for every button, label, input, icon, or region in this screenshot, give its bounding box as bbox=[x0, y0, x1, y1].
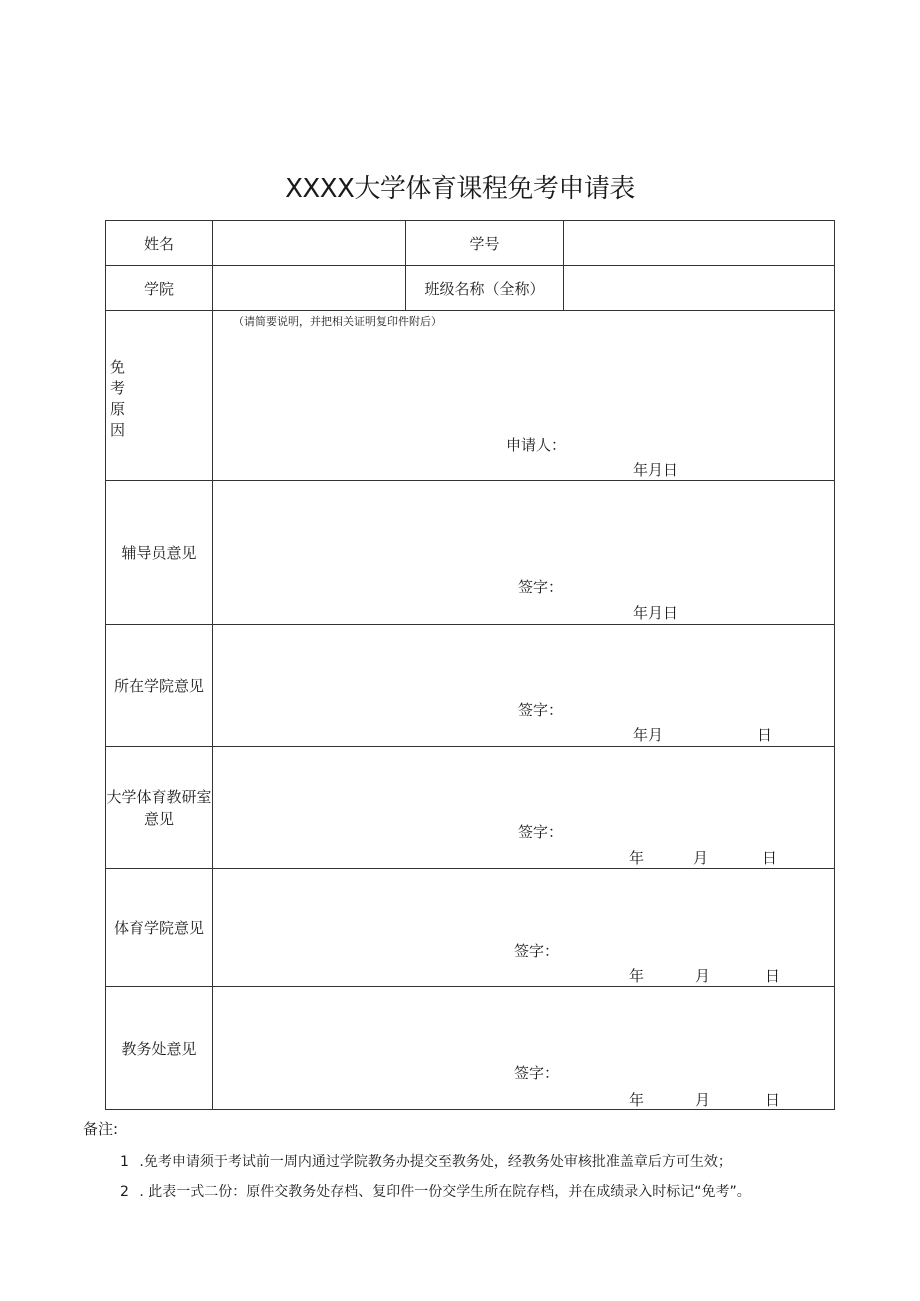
reason-label: 免考原因 bbox=[110, 358, 126, 439]
academic-office-sign-label: 签字： bbox=[514, 1064, 560, 1082]
reason-field[interactable] bbox=[213, 311, 835, 481]
academic-office-row bbox=[106, 987, 835, 1110]
note-number: 1 bbox=[120, 1154, 129, 1170]
counselor-sign-label: 签字： bbox=[518, 578, 564, 596]
college-opinion-label: 所在学院意见 bbox=[106, 625, 213, 747]
pe-teaching-sign-label: 签字： bbox=[518, 823, 564, 841]
notes-title: 备注: bbox=[83, 1120, 119, 1138]
academic-office-day: 日 bbox=[765, 1091, 781, 1109]
college-opinion-row bbox=[106, 625, 835, 747]
student-id-field[interactable] bbox=[564, 221, 835, 266]
applicant-date: 年月日 bbox=[633, 461, 679, 479]
counselor-date: 年月日 bbox=[633, 604, 679, 622]
pe-college-field[interactable] bbox=[213, 869, 835, 987]
counselor-row bbox=[106, 481, 835, 625]
academic-office-year: 年 bbox=[629, 1091, 645, 1109]
note-item bbox=[120, 1181, 751, 1201]
pe-college-month: 月 bbox=[695, 967, 711, 985]
pe-teaching-month: 月 bbox=[693, 849, 709, 867]
pe-college-label: 体育学院意见 bbox=[106, 869, 213, 987]
college-opinion-day: 日 bbox=[757, 726, 773, 744]
pe-college-day: 日 bbox=[765, 967, 781, 985]
note-item bbox=[120, 1151, 732, 1171]
application-form-table bbox=[105, 220, 835, 1110]
class-name-field[interactable] bbox=[564, 266, 835, 311]
college-opinion-year-month: 年月 bbox=[633, 726, 664, 744]
college-opinion-sign-label: 签字： bbox=[518, 701, 564, 719]
note-number: 2 bbox=[120, 1184, 129, 1200]
college-field[interactable] bbox=[213, 266, 406, 311]
academic-office-month: 月 bbox=[695, 1091, 711, 1109]
pe-teaching-year: 年 bbox=[629, 849, 645, 867]
counselor-field[interactable] bbox=[213, 481, 835, 625]
counselor-label: 辅导员意见 bbox=[106, 481, 213, 625]
reason-row bbox=[106, 311, 835, 481]
pe-teaching-row bbox=[106, 747, 835, 869]
name-label: 姓名 bbox=[106, 221, 213, 266]
pe-teaching-label: 大学体育教研室意见 bbox=[106, 747, 213, 869]
pe-teaching-day: 日 bbox=[762, 849, 778, 867]
academic-office-label: 教务处意见 bbox=[106, 987, 213, 1110]
applicant-label: 申请人： bbox=[506, 436, 567, 454]
college-label: 学院 bbox=[106, 266, 213, 311]
pe-teaching-field[interactable] bbox=[213, 747, 835, 869]
pe-college-row bbox=[106, 869, 835, 987]
college-opinion-field[interactable] bbox=[213, 625, 835, 747]
pe-college-year: 年 bbox=[629, 967, 645, 985]
name-row bbox=[106, 221, 835, 266]
academic-office-field[interactable] bbox=[213, 987, 835, 1110]
class-name-label: 班级名称（全称） bbox=[406, 266, 564, 311]
student-id-label: 学号 bbox=[406, 221, 564, 266]
name-field[interactable] bbox=[213, 221, 406, 266]
note-text: .免考申请须于考试前一周内通过学院教务办提交至教务处，经教务处审核批准盖章后方可生效； bbox=[139, 1154, 732, 1170]
reason-hint: （请简要说明，并把相关证明复印件附后） bbox=[233, 315, 442, 328]
pe-college-sign-label: 签字： bbox=[514, 942, 560, 960]
college-row bbox=[106, 266, 835, 311]
note-text: . 此表一式二份：原件交教务处存档、复印件一份交学生所在院存档，并在成绩录入时标记“免考”。 bbox=[139, 1184, 751, 1200]
form-title: XXXX大学体育课程免考申请表 bbox=[285, 174, 635, 204]
reason-label-cell bbox=[106, 311, 213, 481]
